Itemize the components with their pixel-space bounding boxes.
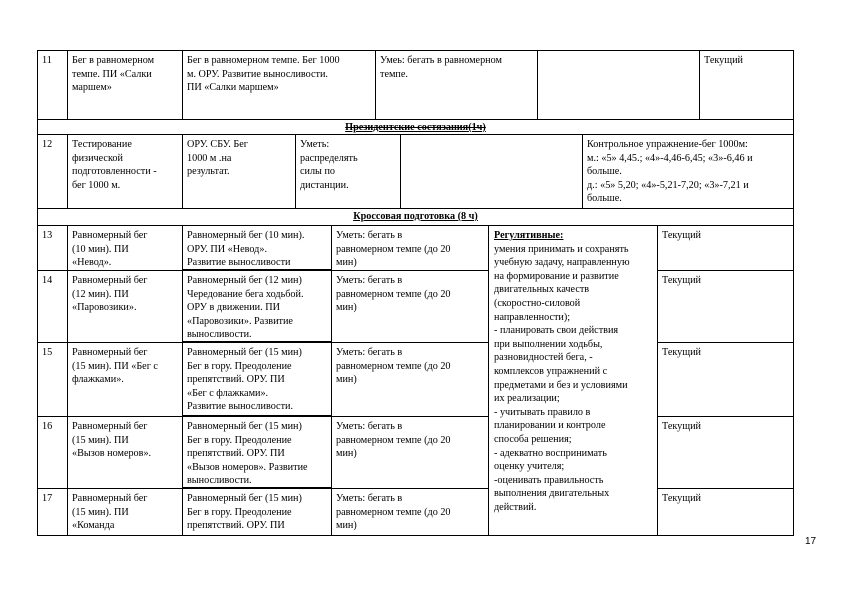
- row-16-topic: Равномерный бег (15 мин). ПИ «Вызов номеров».: [67, 416, 183, 489]
- row-16-number: 16: [37, 416, 68, 489]
- row-16-content: Равномерный бег (15 мин) Бег в гору. Преодоление препятствий. ОРУ. ПИ «Вызов номеров». Развитие выносливости.: [182, 416, 332, 489]
- row-14-skills: Уметь: бегать в равномерном темпе (до 20 мин): [331, 270, 489, 343]
- row-13-topic: Равномерный бег (10 мин). ПИ «Невод».: [67, 225, 183, 271]
- row-17-control: Текущий: [657, 488, 794, 536]
- row-14-content: Равномерный бег (12 мин) Чередование бега ходьбой. ОРУ в движении. ПИ «Паровозики». Развитие выносливости.: [182, 270, 332, 343]
- row-11-number: 11: [37, 50, 68, 120]
- row-14-number: 14: [37, 270, 68, 343]
- row-11-control: Текущий: [699, 50, 794, 120]
- row-12-topic: Тестирование физической подготовленности - бег 1000 м.: [67, 134, 183, 209]
- row-12-content: ОРУ. СБУ. Бег 1000 м .на результат.: [182, 134, 296, 209]
- row-15-skills: Уметь: бегать в равномерном темпе (до 20 мин): [331, 342, 489, 417]
- row-12-empty: [400, 134, 583, 209]
- row-15-topic: Равномерный бег (15 мин). ПИ «Бег с флажками».: [67, 342, 183, 417]
- page-number: 17: [805, 536, 817, 547]
- row-13-skills: Уметь: бегать в равномерном темпе (до 20 мин): [331, 225, 489, 271]
- row-17-skills: Уметь: бегать в равномерном темпе (до 20 мин): [331, 488, 489, 536]
- row-17-number: 17: [37, 488, 68, 536]
- row-11-empty: [537, 50, 700, 120]
- row-13-content: Равномерный бег (10 мин). ОРУ. ПИ «Невод». Развитие выносливости: [182, 225, 332, 271]
- row-12-skills: Уметь: распределять силы по дистанции.: [295, 134, 401, 209]
- row-15-number: 15: [37, 342, 68, 417]
- row-15-control: Текущий: [657, 342, 794, 417]
- row-14-control: Текущий: [657, 270, 794, 343]
- section-heading-presidential: Президентские состязания(1ч): [37, 119, 794, 135]
- row-11-content: Бег в равномерном темпе. Бег 1000 м. ОРУ. Развитие выносливости. ПИ «Салки маршем»: [182, 50, 376, 120]
- row-11-skills: Умеь: бегать в равномерном темпе.: [375, 50, 538, 120]
- row-12-control: Контрольное упражнение-бег 1000м: м.: «5» 4,45.; «4»-4,46-6,45; «3»-6,46 и больше. д.: «5» 5,20; «4»-5,21-7,20; «3»-7,21 и больше.: [582, 134, 794, 209]
- row-12-number: 12: [37, 134, 68, 209]
- regulative-ud-cell: Регулятивные: умения принимать и сохранять учебную задачу, направленную на формирование и развитие двигательных качеств (скоростно-силовой направленности); - планировать свои действия при выполнении ходьбы, разновидностей бега, - комплексов упражнений с предметами и без и условиями их реализации; - учитывать правило в планировании и контроле способа решения; - адекватно воспринимать оценку учителя; -оценивать правильность выполнения двигательных действий.: [488, 225, 658, 536]
- row-11-topic: Бег в равномерном темпе. ПИ «Салки маршем»: [67, 50, 183, 120]
- section-heading-cross-country: Кроссовая подготовка (8 ч): [37, 208, 794, 226]
- row-16-control: Текущий: [657, 416, 794, 489]
- row-15-content: Равномерный бег (15 мин) Бег в гору. Преодоление препятствий. ОРУ. ПИ «Бег с флажками». Развитие выносливости.: [182, 342, 332, 417]
- row-17-content: Равномерный бег (15 мин) Бег в гору. Преодоление препятствий. ОРУ. ПИ: [182, 488, 332, 536]
- row-17-topic: Равномерный бег (15 мин). ПИ «Команда: [67, 488, 183, 536]
- row-13-number: 13: [37, 225, 68, 271]
- row-14-topic: Равномерный бег (12 мин). ПИ «Паровозики».: [67, 270, 183, 343]
- row-16-skills: Уметь: бегать в равномерном темпе (до 20 мин): [331, 416, 489, 489]
- row-13-control: Текущий: [657, 225, 794, 271]
